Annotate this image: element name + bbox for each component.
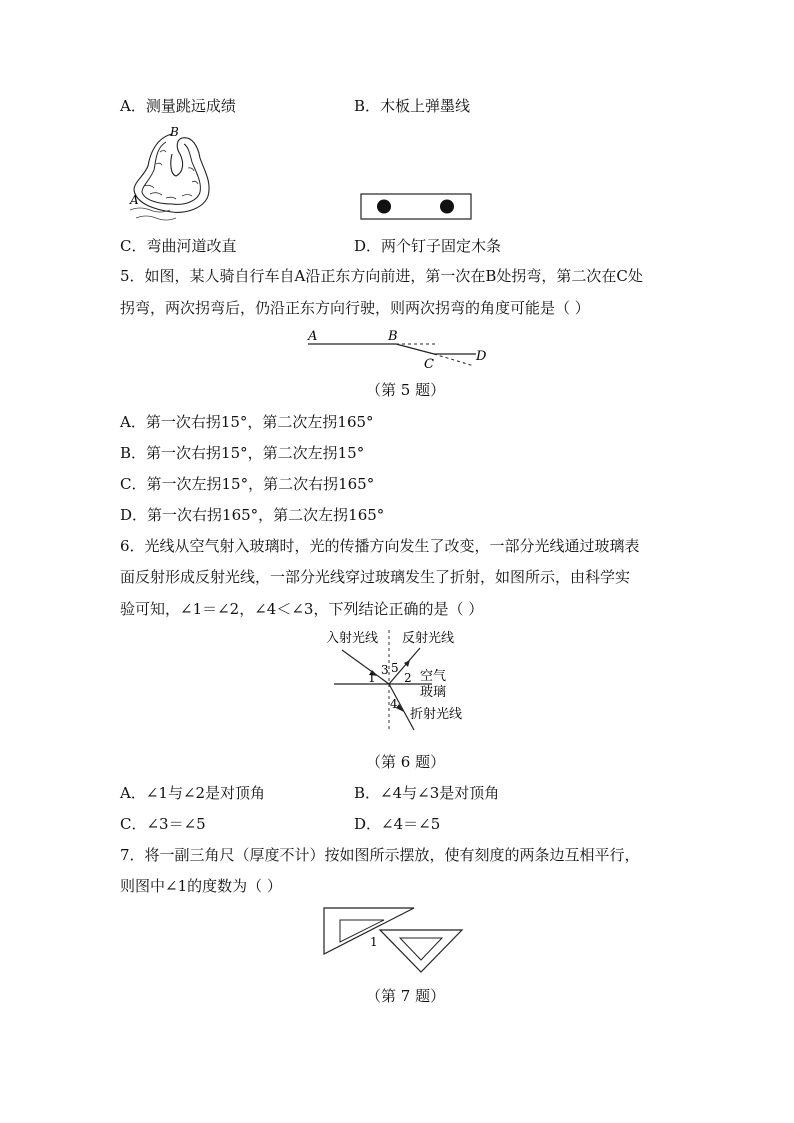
q7-angle-1: 1 — [370, 935, 378, 949]
board-nails-figure — [360, 192, 474, 222]
q7-stem-line1: 7．将一副三角尺（厚度不计）按如图所示摆放，使有刻度的两条边互相平行， — [120, 846, 640, 864]
q6-option-c: C．∠3＝∠5 — [120, 815, 206, 833]
river-figure — [126, 124, 216, 224]
q6-angle-3: 3 — [381, 663, 389, 677]
q5-option-a: A．第一次右拐15°，第二次左拐165° — [120, 413, 374, 431]
q4-option-c: C．弯曲河道改直 — [120, 237, 237, 255]
q5-label-a: A — [308, 329, 318, 344]
q6-caption: （第 6 题） — [366, 753, 446, 771]
q6-label-refracted: 折射光线 — [410, 707, 463, 722]
river-label-a: A — [130, 193, 139, 207]
q5-figure — [300, 326, 500, 372]
q4-option-a: A．测量跳远成绩 — [120, 97, 236, 115]
q5-stem-line2: 拐弯，两次拐弯后，仍沿正东方向行驶，则两次拐弯的角度可能是（ ） — [120, 299, 590, 317]
q6-option-b: B．∠4与∠3是对顶角 — [354, 784, 500, 802]
q7-stem-line2: 则图中∠1的度数为（ ） — [120, 877, 282, 895]
q6-stem-line3: 验可知，∠1＝∠2，∠4＜∠3，下列结论正确的是（ ） — [120, 600, 484, 618]
q7-caption: （第 7 题） — [366, 987, 446, 1005]
q4-option-d: D．两个钉子固定木条 — [354, 237, 502, 255]
q5-label-d: D — [476, 349, 487, 364]
q5-option-b: B．第一次右拐15°，第二次左拐15° — [120, 444, 365, 462]
q6-angle-4: 4 — [390, 697, 398, 711]
q6-label-incident: 入射光线 — [326, 631, 379, 646]
q6-label-glass: 玻璃 — [420, 685, 447, 700]
q6-angle-2: 2 — [404, 671, 412, 685]
q5-option-d: D．第一次右拐165°，第二次左拐165° — [120, 506, 385, 524]
river-label-b: B — [170, 125, 179, 139]
q4-option-b: B．木板上弹墨线 — [354, 97, 471, 115]
q6-option-d: D．∠4＝∠5 — [354, 815, 441, 833]
q6-label-air: 空气 — [420, 669, 447, 684]
q6-option-a: A．∠1与∠2是对顶角 — [120, 784, 266, 802]
q6-stem-line1: 6．光线从空气射入玻璃时，光的传播方向发生了改变，一部分光线通过玻璃表 — [120, 537, 640, 555]
q6-stem-line2: 面反射形成反射光线，一部分光线穿过玻璃发生了折射，如图所示，由科学实 — [120, 568, 631, 586]
q6-angle-5: 5 — [391, 661, 399, 675]
q5-caption: （第 5 题） — [366, 381, 446, 399]
q5-label-c: C — [424, 357, 434, 372]
q5-label-b: B — [388, 329, 398, 344]
nail-left — [377, 200, 391, 214]
q7-figure — [322, 904, 468, 976]
q6-angle-1: 1 — [368, 671, 376, 685]
nail-right — [440, 200, 454, 214]
q6-label-reflected: 反射光线 — [402, 631, 455, 646]
q5-stem-line1: 5．如图，某人骑自行车自A沿正东方向前进，第一次在B处拐弯，第二次在C处 — [120, 267, 643, 285]
q5-option-c: C．第一次左拐15°，第二次右拐165° — [120, 475, 375, 493]
q6-figure — [324, 626, 484, 736]
